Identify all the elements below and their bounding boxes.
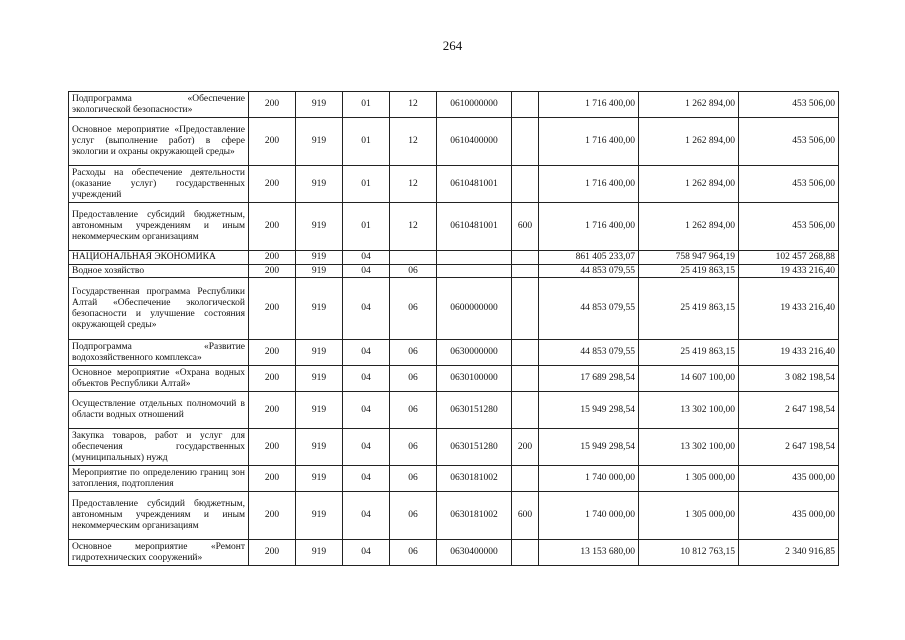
section-code-cell: 04 [343,340,390,366]
section-code-cell: 01 [343,92,390,118]
section-code-cell: 04 [343,366,390,392]
table-body [69,92,839,566]
ministry-code-cell: 919 [296,265,343,278]
table-row [69,429,839,466]
amount-total-cell: 44 853 079,55 [539,265,639,278]
expense-type-cell [512,118,539,166]
amount-total-cell: 15 949 298,54 [539,392,639,429]
table-section-row [69,251,839,265]
subsection-code-cell: 06 [390,429,437,466]
subsection-code-cell: 06 [390,366,437,392]
target-article-cell: 0630181002 [437,466,512,492]
row-name-cell: Государственная программа Республики Алтай «Обеспечение экологической безопасности и улучшение состояния окружающей среды» [69,278,249,340]
target-article-cell [437,251,512,265]
code-cell: 200 [249,340,296,366]
row-name-cell: Мероприятие по определению границ зон затопления, подтопления [69,466,249,492]
row-name-cell: Подпрограмма «Обеспечение экологической безопасности» [69,92,249,118]
section-code-cell: 04 [343,492,390,540]
target-article-cell [437,265,512,278]
amount-federal-cell: 1 305 000,00 [639,492,739,540]
table-row [69,392,839,429]
target-article-cell: 0610481001 [437,203,512,251]
code-cell: 200 [249,540,296,566]
amount-federal-cell: 1 305 000,00 [639,466,739,492]
ministry-code-cell: 919 [296,340,343,366]
amount-regional-cell: 19 433 216,40 [739,340,839,366]
row-name-cell: Подпрограмма «Развитие водохозяйственного комплекса» [69,340,249,366]
amount-federal-cell: 758 947 964,19 [639,251,739,265]
budget-table [68,91,839,566]
row-name-cell: Осуществление отдельных полномочий в области водных отношений [69,392,249,429]
section-code-cell: 01 [343,203,390,251]
section-code-cell: 04 [343,540,390,566]
subsection-code-cell: 06 [390,265,437,278]
row-name-cell: Закупка товаров, работ и услуг для обеспечения государственных (муниципальных) нужд [69,429,249,466]
row-name-cell: Предоставление субсидий бюджетным, автономным учреждениям и иным некоммерческим организациям [69,492,249,540]
code-cell: 200 [249,203,296,251]
ministry-code-cell: 919 [296,92,343,118]
amount-federal-cell: 13 302 100,00 [639,392,739,429]
subsection-code-cell: 06 [390,540,437,566]
amount-total-cell: 1 716 400,00 [539,118,639,166]
row-name-cell: Водное хозяйство [69,265,249,278]
amount-federal-cell: 25 419 863,15 [639,340,739,366]
target-article-cell: 0610400000 [437,118,512,166]
page-number: 264 [442,38,463,53]
target-article-cell: 0630100000 [437,366,512,392]
amount-total-cell: 1 716 400,00 [539,92,639,118]
section-code-cell: 01 [343,118,390,166]
table-row [69,92,839,118]
section-code-cell: 04 [343,278,390,340]
target-article-cell: 0630181002 [437,492,512,540]
amount-regional-cell: 19 433 216,40 [739,278,839,340]
expense-type-cell: 600 [512,203,539,251]
expense-type-cell [512,392,539,429]
table-row [69,166,839,203]
target-article-cell: 0630000000 [437,340,512,366]
ministry-code-cell: 919 [296,492,343,540]
amount-regional-cell: 453 506,00 [739,166,839,203]
amount-regional-cell: 102 457 268,88 [739,251,839,265]
table-row [69,492,839,540]
amount-regional-cell: 453 506,00 [739,118,839,166]
subsection-code-cell: 12 [390,118,437,166]
code-cell: 200 [249,118,296,166]
code-cell: 200 [249,466,296,492]
subsection-code-cell: 12 [390,166,437,203]
subsection-code-cell: 06 [390,278,437,340]
subsection-code-cell: 06 [390,340,437,366]
amount-regional-cell: 2 340 916,85 [739,540,839,566]
code-cell: 200 [249,429,296,466]
table-row [69,118,839,166]
expense-type-cell [512,265,539,278]
expense-type-cell [512,92,539,118]
target-article-cell: 0610481001 [437,166,512,203]
expense-type-cell [512,278,539,340]
table-row [69,466,839,492]
ministry-code-cell: 919 [296,203,343,251]
ministry-code-cell: 919 [296,166,343,203]
expense-type-cell [512,540,539,566]
amount-regional-cell: 435 000,00 [739,492,839,540]
row-name-cell: Основное мероприятие «Охрана водных объектов Республики Алтай» [69,366,249,392]
amount-total-cell: 1 716 400,00 [539,203,639,251]
target-article-cell: 0630151280 [437,429,512,466]
subsection-code-cell [390,251,437,265]
row-name-cell: НАЦИОНАЛЬНАЯ ЭКОНОМИКА [69,251,249,265]
row-name-cell: Основное мероприятие «Предоставление услуг (выполнение работ) в сфере экологии и охраны окружающей среды» [69,118,249,166]
table-row [69,540,839,566]
code-cell: 200 [249,492,296,540]
ministry-code-cell: 919 [296,366,343,392]
code-cell: 200 [249,251,296,265]
amount-federal-cell: 14 607 100,00 [639,366,739,392]
amount-total-cell: 1 740 000,00 [539,466,639,492]
amount-total-cell: 17 689 298,54 [539,366,639,392]
subsection-code-cell: 12 [390,203,437,251]
amount-federal-cell: 25 419 863,15 [639,278,739,340]
amount-total-cell: 1 740 000,00 [539,492,639,540]
table-row [69,203,839,251]
amount-federal-cell: 1 262 894,00 [639,203,739,251]
table-row [69,366,839,392]
ministry-code-cell: 919 [296,118,343,166]
expense-type-cell: 600 [512,492,539,540]
subsection-code-cell: 12 [390,92,437,118]
code-cell: 200 [249,166,296,203]
subsection-code-cell: 06 [390,466,437,492]
amount-total-cell: 15 949 298,54 [539,429,639,466]
amount-federal-cell: 1 262 894,00 [639,92,739,118]
expense-type-cell [512,251,539,265]
target-article-cell: 0630400000 [437,540,512,566]
amount-federal-cell: 1 262 894,00 [639,118,739,166]
code-cell: 200 [249,92,296,118]
section-code-cell: 01 [343,166,390,203]
target-article-cell: 0630151280 [437,392,512,429]
ministry-code-cell: 919 [296,429,343,466]
amount-federal-cell: 13 302 100,00 [639,429,739,466]
table-row [69,265,839,278]
amount-regional-cell: 453 506,00 [739,92,839,118]
amount-total-cell: 44 853 079,55 [539,278,639,340]
amount-total-cell: 44 853 079,55 [539,340,639,366]
row-name-cell: Расходы на обеспечение деятельности (оказание услуг) государственных учреждений [69,166,249,203]
code-cell: 200 [249,392,296,429]
target-article-cell: 0610000000 [437,92,512,118]
expense-type-cell [512,166,539,203]
code-cell: 200 [249,366,296,392]
amount-federal-cell: 1 262 894,00 [639,166,739,203]
amount-federal-cell: 10 812 763,15 [639,540,739,566]
section-code-cell: 04 [343,429,390,466]
ministry-code-cell: 919 [296,466,343,492]
amount-regional-cell: 19 433 216,40 [739,265,839,278]
section-code-cell: 04 [343,251,390,265]
expense-type-cell [512,366,539,392]
subsection-code-cell: 06 [390,392,437,429]
amount-regional-cell: 435 000,00 [739,466,839,492]
ministry-code-cell: 919 [296,392,343,429]
table-row [69,278,839,340]
row-name-cell: Основное мероприятие «Ремонт гидротехнических сооружений» [69,540,249,566]
amount-total-cell: 13 153 680,00 [539,540,639,566]
code-cell: 200 [249,278,296,340]
section-code-cell: 04 [343,265,390,278]
amount-regional-cell: 2 647 198,54 [739,429,839,466]
ministry-code-cell: 919 [296,540,343,566]
amount-regional-cell: 2 647 198,54 [739,392,839,429]
table-row [69,340,839,366]
subsection-code-cell: 06 [390,492,437,540]
ministry-code-cell: 919 [296,251,343,265]
amount-total-cell: 1 716 400,00 [539,166,639,203]
amount-regional-cell: 3 082 198,54 [739,366,839,392]
row-name-cell: Предоставление субсидий бюджетным, автономным учреждениям и иным некоммерческим организациям [69,203,249,251]
expense-type-cell [512,340,539,366]
amount-total-cell: 861 405 233,07 [539,251,639,265]
section-code-cell: 04 [343,392,390,429]
amount-federal-cell: 25 419 863,15 [639,265,739,278]
section-code-cell: 04 [343,466,390,492]
amount-regional-cell: 453 506,00 [739,203,839,251]
ministry-code-cell: 919 [296,278,343,340]
code-cell: 200 [249,265,296,278]
expense-type-cell [512,466,539,492]
target-article-cell: 0600000000 [437,278,512,340]
expense-type-cell: 200 [512,429,539,466]
